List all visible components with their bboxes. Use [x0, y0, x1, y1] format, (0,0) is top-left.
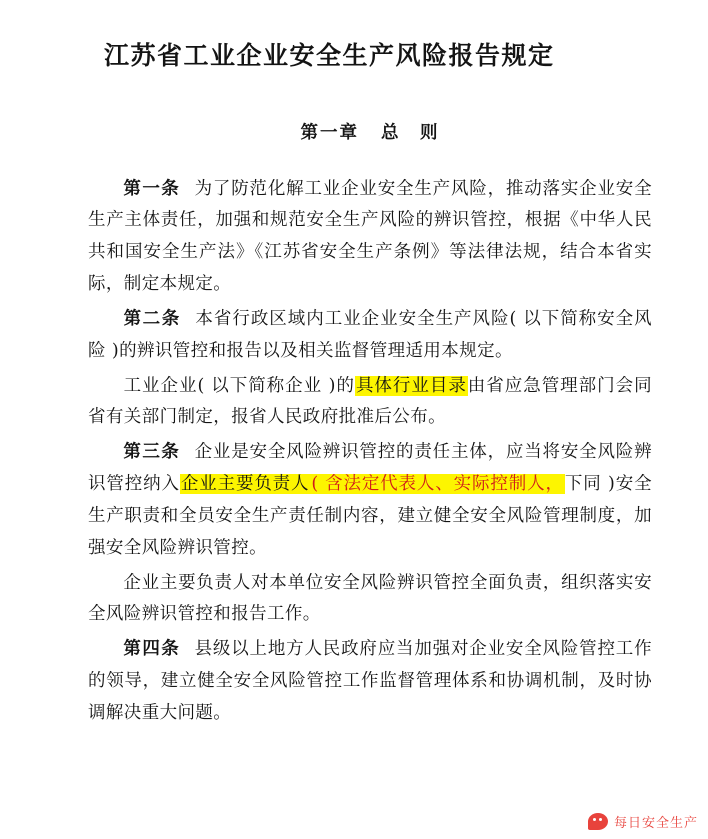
document-body [88, 174, 652, 730]
wechat-icon [588, 813, 608, 830]
highlight-legal-representative: ( 含法定代表人、实际控制人， [311, 474, 564, 495]
article-text-part1: 企业是安全风险辨识管控的责任主体，应当将安全 [194, 442, 598, 463]
page-title: 江苏省工业企业安全生产风险报告规定 [104, 41, 555, 70]
article-paragraph [88, 304, 652, 368]
article-label: 第一条 [123, 178, 181, 199]
footer-account-badge [588, 812, 698, 831]
chapter-heading [88, 119, 652, 144]
paragraph-text-before-highlight: 工业企业( 以下简称企业 )的 [123, 375, 355, 396]
paragraph-text-after-highlight: 由省应急管理部 [467, 375, 598, 396]
highlight-industry-catalog: 具体行业目录 [355, 375, 467, 396]
article-label: 第四条 [123, 639, 181, 660]
highlight-principal-person: 企业主要负责人 [180, 474, 310, 495]
article-label: 第三条 [123, 442, 181, 463]
article-paragraph [88, 174, 652, 301]
article-subparagraph [88, 371, 652, 435]
paragraph-text: 企业主要负责人对本单位安全风险辨识管控全面负责，组织落实安全风险辨识管控和报告工作。 [88, 572, 652, 625]
chapter-number: 第一章 [300, 122, 359, 143]
article-subparagraph [88, 568, 652, 632]
article-text-part4: 风险管理制度，加强安全风险辨识管控。 [88, 505, 652, 558]
account-name: 每日安全生产 [613, 816, 698, 831]
article-text-part3: 下同 )安全生产职责和全员安全生产责任制内容，建立健全安全 [88, 474, 652, 526]
article-paragraph [88, 437, 652, 564]
chapter-name: 总 则 [381, 122, 440, 143]
article-text: 本省行政区域内工业企业安全生产风险( 以下简称安全风险 )的辨识管控和报告以及相关监督管理适用本规定。 [88, 308, 652, 361]
article-paragraph [88, 634, 652, 730]
article-text: 为了防范化解工业企业安全生产风险，推动落实企业安全生产主体责任，加强和规范安全生产风险的辨识管控，根据《中华人民共和国安全生产法》《江苏省安全生产条例》等法律法规，结合本省实际，制定本规定。 [88, 178, 652, 295]
article-text: 县级以上地方人民政府应当加强对企业安全风险管控工作的领导，建立健全安全风险管控工作监督管理体系和协调机制，及时协调解决重大问题。 [88, 639, 652, 723]
article-label: 第二条 [123, 308, 181, 329]
article-text-part2: 风险辨识管控纳入 [88, 442, 652, 495]
paragraph-text-line2: 门会同省有关部门制定，报省人民政府批准后公布。 [88, 375, 652, 428]
